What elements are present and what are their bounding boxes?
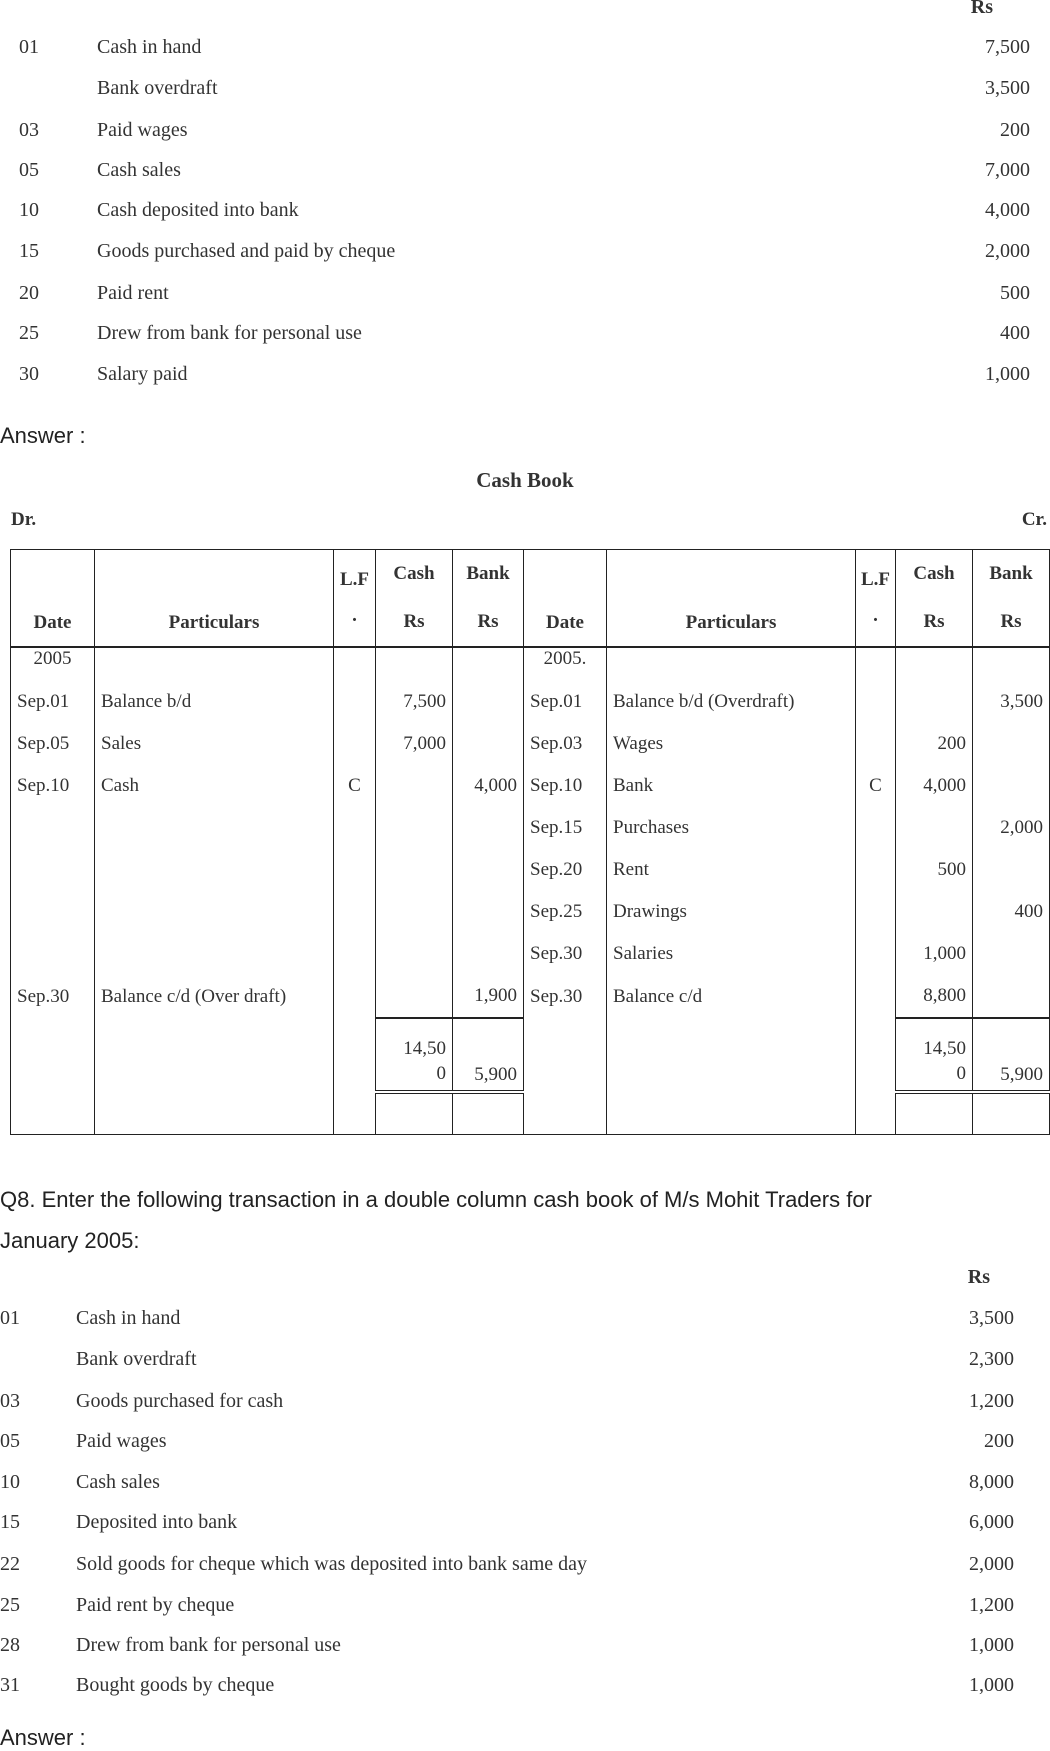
right-cash-total: 14,500	[923, 1038, 966, 1084]
left-cash-cell: 7,500	[376, 681, 453, 723]
left-cash-cell: 7,000	[376, 723, 453, 765]
empty-cell	[524, 1092, 607, 1135]
list-item-amount: 1,000	[969, 1634, 1014, 1656]
list-item-text: Cash sales	[76, 1471, 160, 1493]
left-particulars-cell: Sales	[95, 723, 334, 765]
table-row	[11, 681, 1050, 723]
empty-cell	[376, 1092, 453, 1135]
empty-cell	[95, 1092, 334, 1135]
table-row	[11, 849, 1050, 891]
answer-label-2: Answer :	[0, 1725, 86, 1750]
left-lf-cell	[334, 681, 376, 723]
left-lf-cell	[334, 975, 376, 1018]
left-bank-cell	[453, 723, 524, 765]
list-item-amount: 8,000	[969, 1471, 1014, 1493]
empty-cell	[607, 1092, 856, 1135]
header-bank: Bank	[466, 563, 510, 584]
list-item-date: 28	[0, 1634, 20, 1656]
header-cash-rs: Rs	[923, 611, 945, 632]
left-lf-cell	[334, 891, 376, 933]
list-item-text: Paid wages	[76, 1430, 167, 1452]
right-bank-cell: 3,500	[973, 681, 1050, 723]
empty-cell	[856, 1018, 896, 1092]
header-particulars: Particulars	[685, 612, 777, 633]
right-cash-cell: 200	[896, 723, 973, 765]
right-lf-cell	[856, 933, 896, 975]
right-particulars-cell: Salaries	[607, 933, 856, 975]
left-cash-cell	[376, 765, 453, 807]
header-particulars: Particulars	[168, 612, 260, 633]
right-bank-cell	[973, 849, 1050, 891]
q8-question-line1: Q8. Enter the following transaction in a double column cash book of M/s Mohit Traders for	[0, 1187, 872, 1212]
list-item-text: Drew from bank for personal use	[97, 322, 362, 344]
list-item-text: Goods purchased and paid by cheque	[97, 240, 396, 262]
left-bank-cell	[453, 807, 524, 849]
left-lf-cell	[334, 849, 376, 891]
list-item-date: 05	[0, 1430, 20, 1452]
empty-cell	[973, 1092, 1050, 1135]
table-row	[11, 807, 1050, 849]
right-lf-cell: C	[856, 765, 896, 807]
right-cash-cell	[896, 681, 973, 723]
list-item-amount: 1,200	[969, 1390, 1014, 1412]
right-date-cell: Sep.30	[524, 933, 607, 975]
right-date-cell: Sep.03	[524, 723, 607, 765]
left-date-cell: Sep.01	[11, 681, 95, 723]
left-particulars-cell	[95, 849, 334, 891]
list-item-amount: 3,500	[985, 77, 1030, 99]
totals-row	[11, 1018, 1050, 1092]
right-bank-cell: 2,000	[973, 807, 1050, 849]
list-item-amount: 400	[1000, 322, 1030, 344]
right-particulars-cell: Drawings	[607, 891, 856, 933]
right-bank-cell	[973, 933, 1050, 975]
table-row	[11, 765, 1050, 807]
list-item-amount: 7,500	[985, 36, 1030, 58]
right-date-cell: Sep.30	[524, 975, 607, 1018]
left-cash-cell	[376, 807, 453, 849]
right-bank-total: 5,900	[973, 1018, 1050, 1092]
cash-book-title: Cash Book	[476, 468, 574, 492]
list-item-text: Salary paid	[97, 363, 188, 385]
list-item-text: Paid rent by cheque	[76, 1594, 235, 1616]
list-item-text: Bank overdraft	[97, 77, 218, 99]
right-date-cell: Sep.20	[524, 849, 607, 891]
right-date-cell: Sep.01	[524, 681, 607, 723]
header-cash: Cash	[913, 563, 955, 584]
list-item-amount: 2,000	[969, 1553, 1014, 1575]
right-particulars-cell: Bank	[607, 765, 856, 807]
empty-cell	[453, 1092, 524, 1135]
right-cash-cell	[896, 891, 973, 933]
list-item-date: 10	[19, 199, 39, 221]
list-item-amount: 200	[1000, 119, 1030, 141]
empty-cell	[607, 1018, 856, 1092]
header-date: Date	[33, 612, 72, 633]
list-item-amount: 7,000	[985, 159, 1030, 181]
list-item-text: Bank overdraft	[76, 1348, 197, 1370]
empty-cell	[524, 1018, 607, 1092]
left-bank-cell	[453, 849, 524, 891]
table-row	[11, 723, 1050, 765]
empty-cell	[856, 1092, 896, 1135]
header-bank-rs: Rs	[477, 611, 499, 632]
right-year: 2005.	[524, 647, 607, 681]
left-bank-total: 5,900	[453, 1018, 524, 1092]
left-date-cell: Sep.10	[11, 765, 95, 807]
list-item-date: 15	[0, 1511, 20, 1533]
right-cash-cell: 500	[896, 849, 973, 891]
left-particulars-cell: Cash	[95, 765, 334, 807]
header-cash-rs: Rs	[403, 611, 425, 632]
right-bank-cell	[973, 765, 1050, 807]
right-date-cell: Sep.10	[524, 765, 607, 807]
right-bank-cell: 400	[973, 891, 1050, 933]
list-item-text: Cash in hand	[97, 36, 202, 58]
left-date-cell	[11, 849, 95, 891]
right-particulars-cell: Rent	[607, 849, 856, 891]
list-item-date: 03	[0, 1390, 20, 1412]
list-item-text: Paid wages	[97, 119, 188, 141]
right-cash-cell	[896, 807, 973, 849]
left-cash-total-cell	[376, 1018, 453, 1092]
right-lf-cell	[856, 807, 896, 849]
right-cash-total-cell	[896, 1018, 973, 1092]
right-bank-cell	[973, 975, 1050, 1018]
blank-row	[11, 1092, 1050, 1135]
list-item-date: 30	[19, 363, 39, 385]
left-date-cell	[11, 933, 95, 975]
left-lf-cell	[334, 723, 376, 765]
list-item-amount: 2,000	[985, 240, 1030, 262]
list-item-amount: 200	[984, 1430, 1014, 1452]
empty-cell	[11, 1092, 95, 1135]
empty-cell	[334, 1018, 376, 1092]
right-date-cell: Sep.15	[524, 807, 607, 849]
list-item-text: Cash in hand	[76, 1307, 181, 1329]
right-particulars-cell: Balance b/d (Overdraft)	[607, 681, 856, 723]
cash-book-header-row	[11, 550, 1050, 648]
list-item-amount: 2,300	[969, 1348, 1014, 1370]
table-row	[11, 975, 1050, 1018]
list-item-text: Sold goods for cheque which was deposited into bank same day	[76, 1553, 588, 1575]
list-item-amount: 1,000	[985, 363, 1030, 385]
right-particulars-cell: Purchases	[607, 807, 856, 849]
list-item-text: Paid rent	[97, 282, 169, 304]
right-lf-cell	[856, 723, 896, 765]
list-item-text: Deposited into bank	[76, 1511, 238, 1533]
list-item-text: Cash deposited into bank	[97, 199, 299, 221]
left-cash-cell	[376, 975, 453, 1018]
list-item-date: 25	[0, 1594, 20, 1616]
list-item-date: 20	[19, 282, 39, 304]
cash-book-table	[10, 549, 1050, 1135]
answer-label: Answer :	[0, 423, 86, 448]
empty-cell	[334, 1092, 376, 1135]
list-item-date: 10	[0, 1471, 20, 1493]
left-cash-cell	[376, 849, 453, 891]
left-particulars-cell: Balance c/d (Over draft)	[95, 975, 334, 1018]
left-particulars-cell	[95, 807, 334, 849]
left-bank-cell	[453, 933, 524, 975]
header-lf-dot: .	[352, 605, 357, 626]
left-bank-cell	[453, 891, 524, 933]
left-cash-total: 14,500	[403, 1038, 446, 1084]
list-item-amount: 4,000	[985, 199, 1030, 221]
right-bank-cell	[973, 723, 1050, 765]
table-row	[11, 933, 1050, 975]
right-cash-cell: 1,000	[896, 933, 973, 975]
list-item-amount: 1,000	[969, 1674, 1014, 1696]
header-lf: L.F	[339, 569, 370, 590]
left-cash-cell	[376, 891, 453, 933]
left-bank-cell	[453, 681, 524, 723]
q8-question-line2: January 2005:	[0, 1228, 140, 1253]
header-bank-rs: Rs	[1000, 611, 1022, 632]
left-date-cell: Sep.05	[11, 723, 95, 765]
header-date: Date	[546, 612, 584, 633]
cr-label: Cr.	[1021, 509, 1047, 530]
right-lf-cell	[856, 681, 896, 723]
list-item-date: 25	[19, 322, 39, 344]
list-item-date: 31	[0, 1674, 20, 1696]
empty-cell	[95, 1018, 334, 1092]
q8-rs-header: Rs	[967, 1266, 990, 1288]
list-item-text: Bought goods by cheque	[76, 1674, 275, 1696]
left-bank-cell: 1,900	[453, 975, 524, 1018]
empty-cell	[896, 1092, 973, 1135]
right-particulars-cell: Wages	[607, 723, 856, 765]
list-item-date: 15	[19, 240, 39, 262]
right-cash-cell: 4,000	[896, 765, 973, 807]
list-item-date: 01	[0, 1307, 20, 1329]
q7-rs-header: Rs	[970, 0, 993, 18]
list-item-amount: 500	[1000, 282, 1030, 304]
left-particulars-cell: Balance b/d	[95, 681, 334, 723]
right-cash-cell: 8,800	[896, 975, 973, 1018]
right-particulars-cell: Balance c/d	[607, 975, 856, 1018]
left-date-cell	[11, 807, 95, 849]
list-item-text: Cash sales	[97, 159, 181, 181]
header-lf: L.F	[860, 569, 891, 590]
list-item-amount: 1,200	[969, 1594, 1014, 1616]
year-row	[11, 647, 1050, 681]
list-item-text: Goods purchased for cash	[76, 1390, 284, 1412]
right-lf-cell	[856, 891, 896, 933]
left-cash-cell	[376, 933, 453, 975]
right-lf-cell	[856, 975, 896, 1018]
left-particulars-cell	[95, 933, 334, 975]
left-lf-cell	[334, 933, 376, 975]
list-item-date: 03	[19, 119, 39, 141]
list-item-amount: 3,500	[969, 1307, 1014, 1329]
list-item-date: 01	[19, 36, 39, 58]
left-particulars-cell	[95, 891, 334, 933]
right-lf-cell	[856, 849, 896, 891]
left-date-cell	[11, 891, 95, 933]
list-item-date: 22	[0, 1553, 20, 1575]
right-date-cell: Sep.25	[524, 891, 607, 933]
left-lf-cell: C	[334, 765, 376, 807]
list-item-text: Drew from bank for personal use	[76, 1634, 341, 1656]
left-bank-cell: 4,000	[453, 765, 524, 807]
empty-cell	[11, 1018, 95, 1092]
left-date-cell: Sep.30	[11, 975, 95, 1018]
header-lf-dot: .	[873, 605, 878, 626]
list-item-amount: 6,000	[969, 1511, 1014, 1533]
left-lf-cell	[334, 807, 376, 849]
dr-label: Dr.	[11, 509, 37, 530]
header-bank: Bank	[989, 563, 1033, 584]
table-row	[11, 891, 1050, 933]
list-item-date: 05	[19, 159, 39, 181]
header-cash: Cash	[393, 563, 435, 584]
left-year: 2005	[11, 647, 95, 681]
